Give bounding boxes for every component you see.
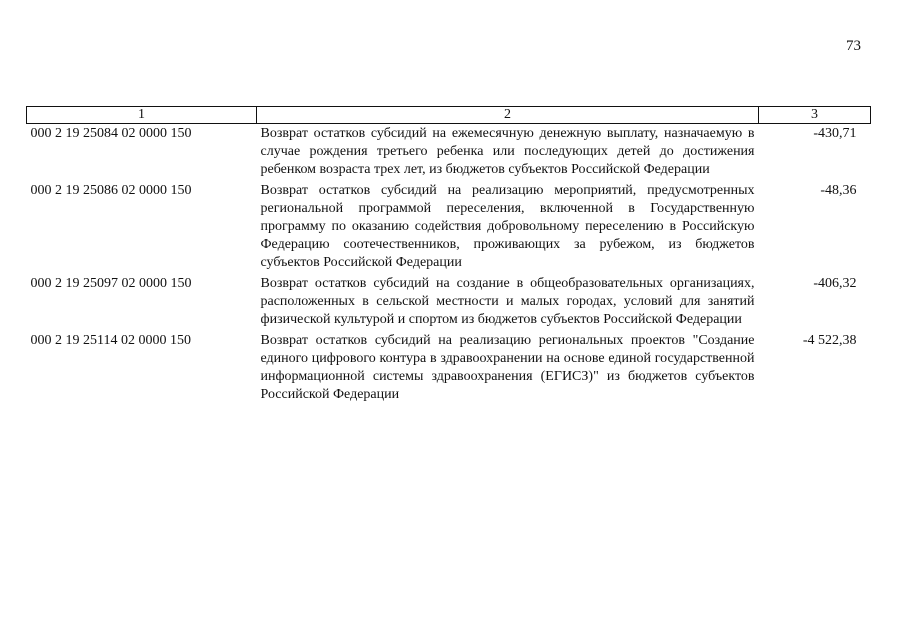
table-body (27, 124, 871, 407)
header-col-2: 2 (257, 107, 759, 124)
header-col-3: 3 (759, 107, 871, 124)
revenue-description: Возврат остатков субсидий на создание в общеобразовательных организациях, расположенных в сельской местности и малых городах, условий для занятий физической культурой и спортом из бюджетов субъектов Российской Федерации (260, 276, 755, 327)
table-row (27, 331, 871, 406)
amount-value: -4 522,38 (802, 333, 857, 348)
budget-table (26, 106, 871, 406)
revenue-description: Возврат остатков субсидий на реализацию мероприятий, предусмотренных региональной программой переселения, включенной в Государственную программу по оказанию содействия добровольному переселению в Российскую Федерацию соотечественников, проживающих за рубежом, из бюджетов субъектов Российской Федерации (260, 183, 755, 270)
amount-value: -406,32 (813, 276, 857, 291)
amount-value: -430,71 (813, 126, 857, 141)
table-row (27, 124, 871, 182)
classification-code: 000 2 19 25084 02 0000 150 (30, 126, 192, 141)
page-number: 73 (846, 38, 861, 54)
revenue-description: Возврат остатков субсидий на ежемесячную денежную выплату, назначаемую в случае рождения третьего ребенка или последующих детей до достижения ребенком возраста трех лет, из бюджетов субъектов Российской Федерации (260, 126, 755, 177)
table-row (27, 181, 871, 274)
table-row (27, 274, 871, 331)
header-row (27, 107, 871, 124)
header-col-1: 1 (27, 107, 257, 124)
table-header (27, 107, 871, 124)
amount-value: -48,36 (820, 183, 857, 198)
classification-code: 000 2 19 25097 02 0000 150 (30, 276, 192, 291)
classification-code: 000 2 19 25114 02 0000 150 (30, 333, 191, 348)
classification-code: 000 2 19 25086 02 0000 150 (30, 183, 192, 198)
revenue-description: Возврат остатков субсидий на реализацию региональных проектов "Создание единого цифрового контура в здравоохранении на основе единой государственной информационной системы здравоохранения (ЕГИСЗ)" из бюджетов субъектов Российской Федерации (260, 333, 755, 402)
